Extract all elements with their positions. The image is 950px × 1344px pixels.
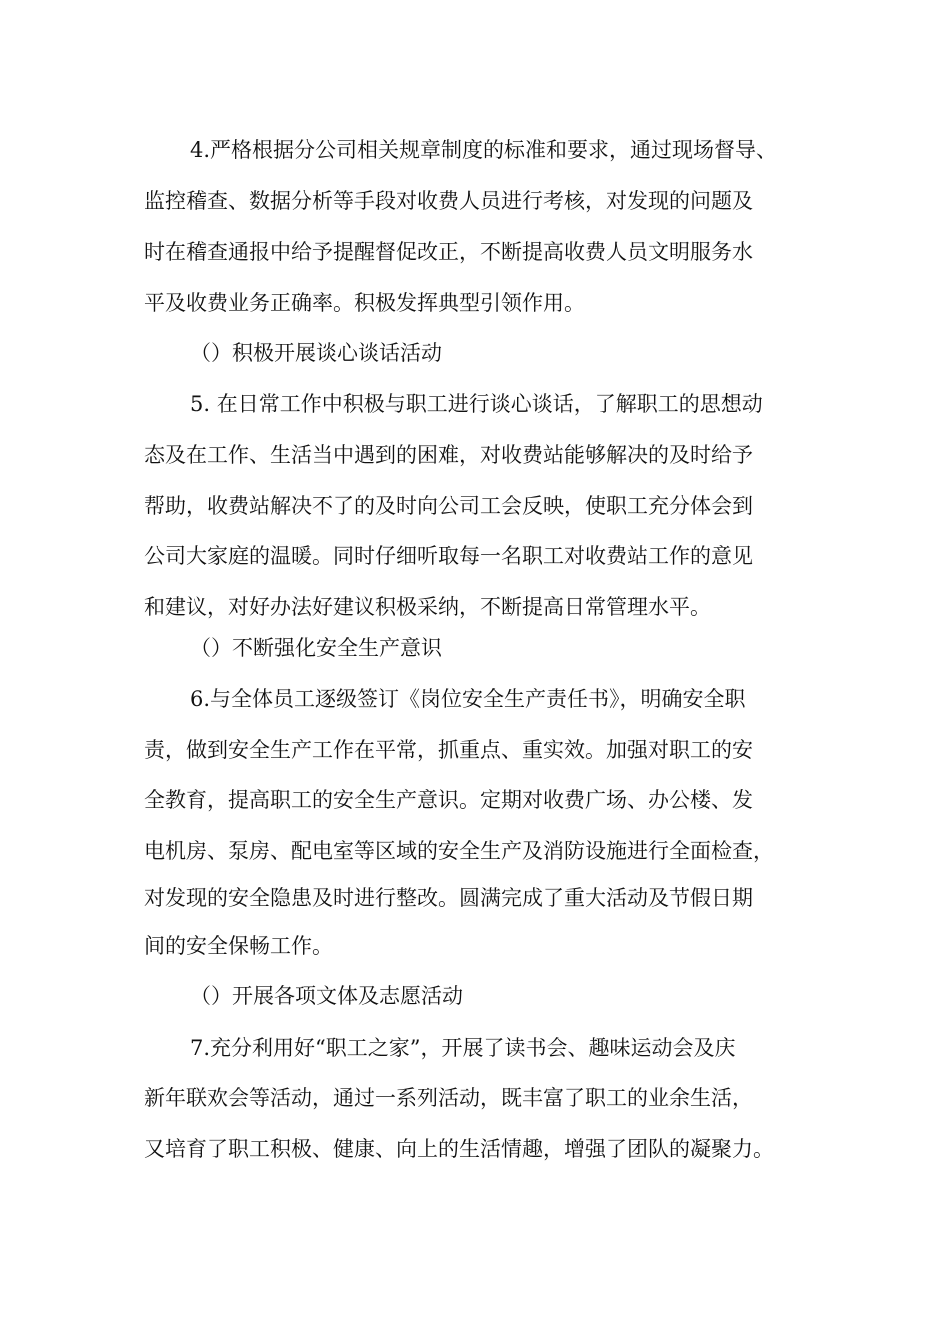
paragraph-6-line-2: 责，做到安全生产工作在平常，抓重点、重实效。加强对职工的安 xyxy=(144,738,753,762)
paragraph-5-line-2: 态及在工作、生活当中遇到的困难，对收费站能够解决的及时给予 xyxy=(144,443,753,467)
paragraph-6-line-1: 6.与全体员工逐级签订《岗位安全生产责任书》，明确安全职 xyxy=(190,687,746,711)
paragraph-5-line-1: 5. 在日常工作中积极与职工进行谈心谈话，了解职工的思想动 xyxy=(190,392,763,416)
section-heading-heart-to-heart: （）积极开展谈心谈话活动 xyxy=(190,341,442,365)
paragraph-6-line-6: 间的安全保畅工作。 xyxy=(144,934,333,958)
paragraph-7-line-3: 又培育了职工积极、健康、向上的生活情趣，增强了团队的凝聚力。 xyxy=(144,1137,774,1161)
paragraph-5-line-3: 帮助，收费站解决不了的及时向公司工会反映，使职工充分体会到 xyxy=(144,494,753,518)
paragraph-5-line-4: 公司大家庭的温暖。同时仔细听取每一名职工对收费站工作的意见 xyxy=(144,544,753,568)
paragraph-4-line-4: 平及收费业务正确率。积极发挥典型引领作用。 xyxy=(144,291,585,315)
paragraph-6-line-3: 全教育，提高职工的安全生产意识。定期对收费广场、办公楼、发 xyxy=(144,788,753,812)
section-heading-safety: （）不断强化安全生产意识 xyxy=(190,636,442,660)
paragraph-5-line-5: 和建议，对好办法好建议积极采纳，不断提高日常管理水平。 xyxy=(144,595,711,619)
paragraph-4-line-2: 监控稽查、数据分析等手段对收费人员进行考核，对发现的问题及 xyxy=(144,189,753,213)
paragraph-6-line-4: 电机房、泵房、配电室等区域的安全生产及消防设施进行全面检查， xyxy=(144,839,774,863)
paragraph-7-line-1: 7.充分利用好“职工之家”，开展了读书会、趣味运动会及庆 xyxy=(190,1036,736,1060)
paragraph-7-line-2: 新年联欢会等活动，通过一系列活动，既丰富了职工的业余生活， xyxy=(144,1086,753,1110)
paragraph-4-line-1: 4.严格根据分公司相关规章制度的标准和要求，通过现场督导、 xyxy=(190,138,778,162)
section-heading-cultural-activities: （）开展各项文体及志愿活动 xyxy=(190,984,463,1008)
paragraph-4-line-3: 时在稽查通报中给予提醒督促改正，不断提高收费人员文明服务水 xyxy=(144,240,753,264)
paragraph-6-line-5: 对发现的安全隐患及时进行整改。圆满完成了重大活动及节假日期 xyxy=(144,886,753,910)
